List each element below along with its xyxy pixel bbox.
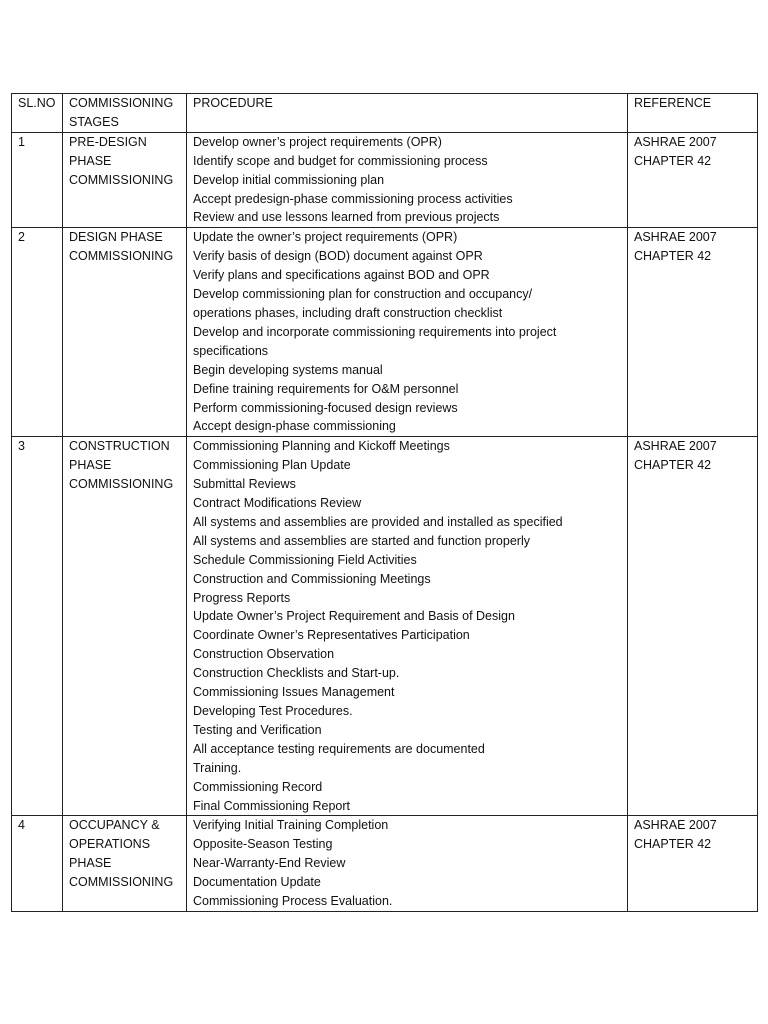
- procedure-line: Submittal Reviews: [193, 477, 296, 492]
- procedure-line: Identify scope and budget for commissioning process: [193, 153, 488, 168]
- row-slno: 4: [12, 816, 63, 912]
- procedure-line: Update Owner’s Project Requirement and Basis of Design: [193, 609, 515, 624]
- row-reference: [628, 132, 758, 228]
- procedure-line: Accept predesign-phase commissioning process activities: [193, 191, 513, 206]
- procedure-line: Commissioning Plan Update: [193, 458, 351, 473]
- procedure-line: Contract Modifications Review: [193, 496, 362, 511]
- procedure-line: Coordinate Owner’s Representatives Participation: [193, 628, 470, 643]
- procedure-line: specifications: [193, 343, 269, 358]
- procedure-line: Developing Test Procedures.: [193, 704, 353, 718]
- table-row: [12, 132, 758, 228]
- row-stage: [63, 816, 187, 912]
- header-stages: COMMISSIONING STAGES: [63, 94, 187, 133]
- procedure-line: Verify basis of design (BOD) document against OPR: [193, 249, 483, 264]
- procedure-line: Final Commissioning Report: [193, 798, 351, 813]
- procedure-line: Schedule Commissioning Field Activities: [193, 552, 417, 567]
- row-slno: 2: [12, 228, 63, 437]
- procedure-line: Develop and incorporate commissioning requirements into project: [193, 324, 557, 339]
- procedure-line: Verify plans and specifications against BOD and OPR: [193, 268, 490, 283]
- procedure-line: Construction Observation: [193, 647, 335, 662]
- procedure-line: Progress Reports: [193, 590, 291, 605]
- stage-line: COMMISSIONING: [69, 172, 174, 187]
- stage-line: COMMISSIONING: [69, 875, 174, 890]
- reference-line: ASHRAE 2007: [634, 439, 717, 454]
- procedure-line: Commissioning Process Evaluation.: [193, 894, 393, 909]
- row-stage: [63, 437, 187, 816]
- stage-line: COMMISSIONING: [69, 477, 174, 492]
- procedure-line: Define training requirements for O&M personnel: [193, 381, 459, 396]
- stage-line: OPERATIONS: [69, 837, 151, 852]
- procedure-line: Review and use lessons learned from previous projects: [193, 210, 500, 225]
- procedure-line: Update the owner’s project requirements (OPR): [193, 230, 458, 245]
- procedure-line: Construction Checklists and Start-up.: [193, 666, 400, 681]
- row-procedure: [187, 816, 628, 912]
- procedure-line: Training.: [193, 760, 242, 775]
- row-reference: [628, 437, 758, 816]
- row-stage: [63, 132, 187, 228]
- row-procedure: [187, 132, 628, 228]
- procedure-line: Commissioning Issues Management: [193, 685, 395, 700]
- row-slno: 3: [12, 437, 63, 816]
- procedure-line: Testing and Verification: [193, 722, 322, 737]
- table-body: [12, 132, 758, 911]
- procedure-line: Accept design-phase commissioning: [193, 419, 396, 434]
- header-reference: REFERENCE: [628, 94, 758, 133]
- stage-line: COMMISSIONING: [69, 249, 174, 264]
- procedure-line: Develop commissioning plan for construction and occupancy/: [193, 287, 533, 302]
- row-reference: [628, 816, 758, 912]
- header-slno: SL.NO: [12, 94, 63, 133]
- table-row: [12, 228, 758, 437]
- stage-line: PHASE: [69, 153, 112, 168]
- procedure-line: Near-Warranty-End Review: [193, 856, 346, 871]
- reference-line: ASHRAE 2007: [634, 818, 717, 833]
- header-row: [12, 94, 758, 133]
- reference-line: ASHRAE 2007: [634, 134, 717, 149]
- row-procedure: [187, 228, 628, 437]
- reference-line: CHAPTER 42: [634, 837, 712, 852]
- stage-line: DESIGN PHASE: [69, 230, 163, 245]
- procedure-line: Develop owner’s project requirements (OPR): [193, 134, 442, 149]
- stage-line: PRE-DESIGN: [69, 134, 147, 149]
- row-stage: [63, 228, 187, 437]
- table-row: [12, 816, 758, 912]
- procedure-line: All systems and assemblies are provided and installed as specified: [193, 514, 563, 529]
- procedure-line: Construction and Commissioning Meetings: [193, 571, 431, 586]
- row-slno: 1: [12, 132, 63, 228]
- reference-line: CHAPTER 42: [634, 249, 712, 264]
- procedure-line: Commissioning Record: [193, 779, 323, 794]
- stage-line: PHASE: [69, 856, 112, 871]
- procedure-line: Opposite-Season Testing: [193, 837, 333, 852]
- procedure-line: All acceptance testing requirements are documented: [193, 741, 485, 756]
- row-reference: [628, 228, 758, 437]
- reference-line: CHAPTER 42: [634, 458, 712, 473]
- stage-line: CONSTRUCTION: [69, 439, 170, 454]
- header-procedure: PROCEDURE: [187, 94, 628, 133]
- procedure-line: Develop initial commissioning plan: [193, 172, 385, 187]
- table-row: [12, 437, 758, 816]
- procedure-line: Begin developing systems manual: [193, 362, 383, 377]
- reference-line: CHAPTER 42: [634, 153, 712, 168]
- procedure-line: Perform commissioning-focused design reviews: [193, 400, 458, 415]
- commissioning-table: [11, 93, 758, 912]
- procedure-line: Documentation Update: [193, 875, 321, 890]
- procedure-line: Commissioning Planning and Kickoff Meetings: [193, 439, 450, 454]
- procedure-line: operations phases, including draft construction checklist: [193, 305, 503, 320]
- procedure-line: All systems and assemblies are started and function properly: [193, 533, 530, 548]
- stage-line: OCCUPANCY &: [69, 818, 160, 833]
- procedure-line: Verifying Initial Training Completion: [193, 818, 389, 833]
- reference-line: ASHRAE 2007: [634, 230, 717, 245]
- stage-line: PHASE: [69, 458, 112, 473]
- row-procedure: [187, 437, 628, 816]
